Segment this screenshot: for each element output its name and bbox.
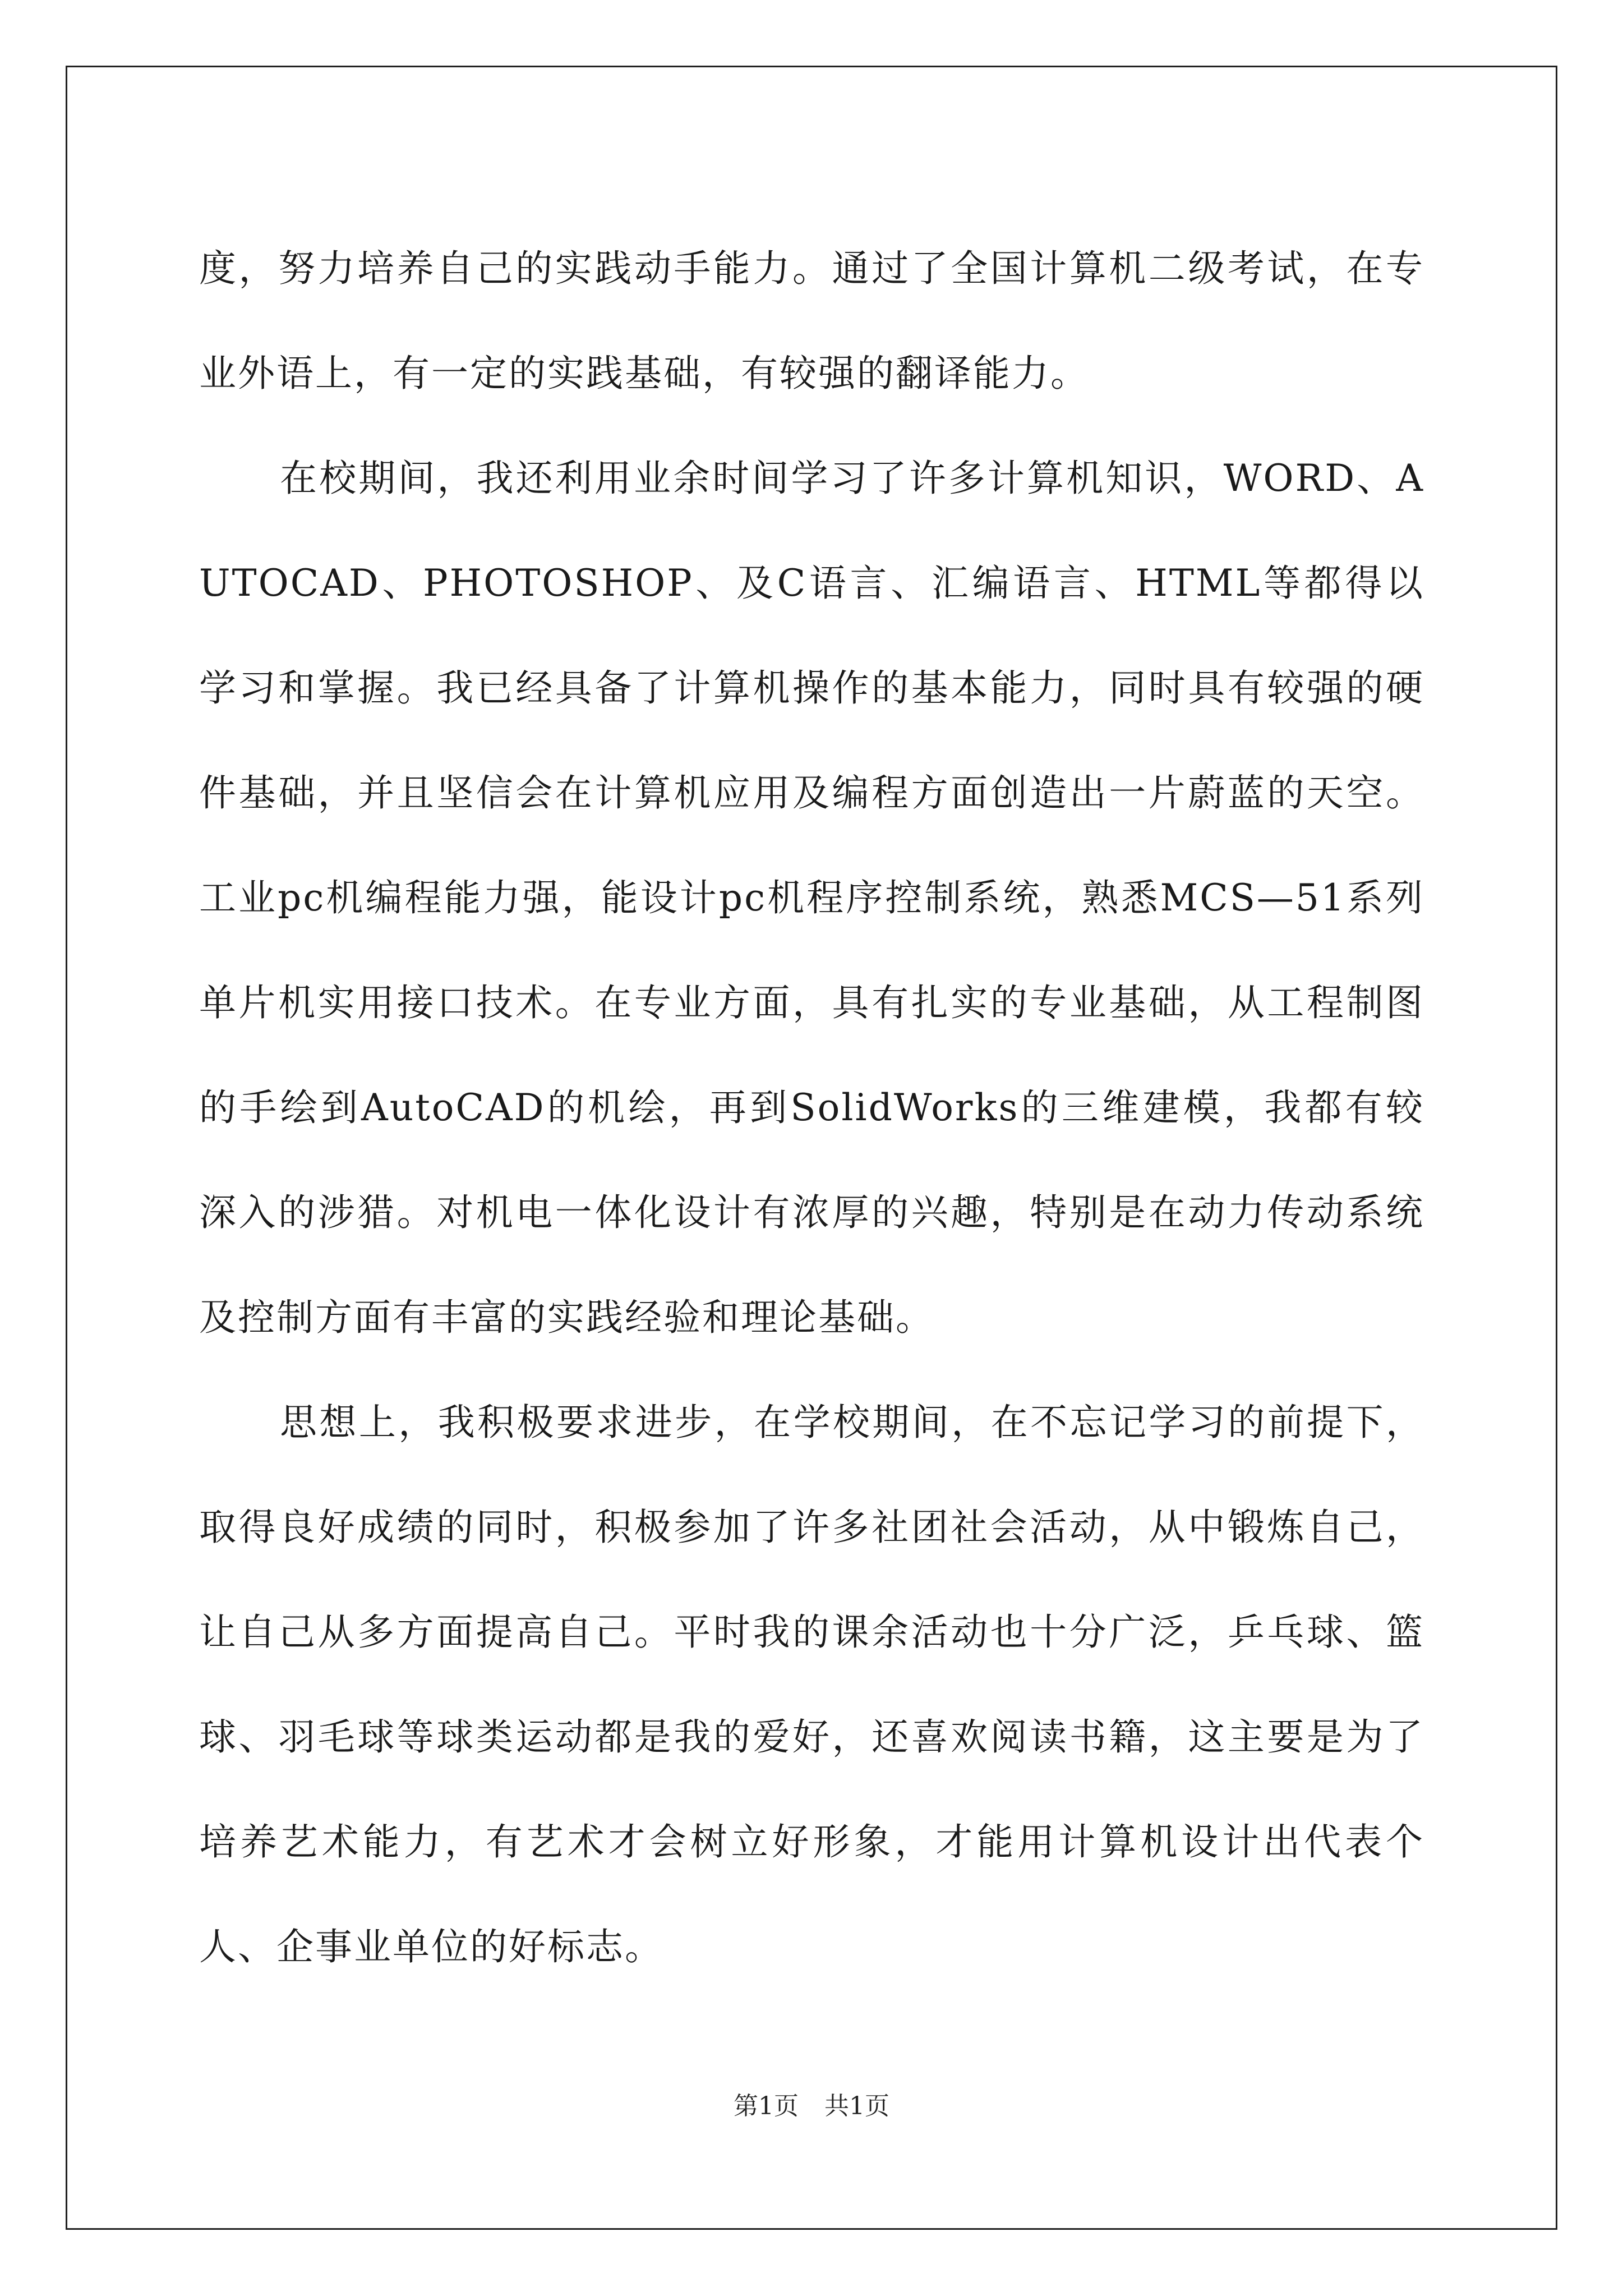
- document-body: [199, 216, 1424, 1999]
- page-number: 第1页: [734, 2092, 799, 2120]
- paragraph: 度，努力培养自己的实践动手能力。通过了全国计算机二级考试，在专业外语上，有一定的实践基础，有较强的翻译能力。: [199, 247, 1424, 395]
- page-footer: [0, 2090, 1623, 2123]
- paragraph: 思想上，我积极要求进步，在学校期间，在不忘记学习的前提下，取得良好成绩的同时，积极参加了许多社团社会活动，从中锻炼自己，让自己从多方面提高自己。平时我的课余活动也十分广泛，乒乓球、篮球、羽毛球等球类运动都是我的爱好，还喜欢阅读书籍，这主要是为了培养艺术能力，有艺术才会树立好形象，才能用计算机设计出代表个人、企事业单位的好标志。: [199, 1401, 1424, 1968]
- page-total: 共1页: [824, 2092, 889, 2120]
- paragraph: 在校期间，我还利用业余时间学习了许多计算机知识，WORD、AUTOCAD、PHOTOSHOP、及C语言、汇编语言、HTML等都得以学习和掌握。我已经具备了计算机操作的基本能力，同时具有较强的硬件基础，并且坚信会在计算机应用及编程方面创造出一片蔚蓝的天空。工业pc机编程能力强，能设计pc机程序控制系统，熟悉MCS—51系列单片机实用接口技术。在专业方面，具有扎实的专业基础，从工程制图的手绘到AutoCAD的机绘，再到SolidWorks的三维建模，我都有较深入的涉猎。对机电一体化设计有浓厚的兴趣，特别是在动力传动系统及控制方面有丰富的实践经验和理论基础。: [199, 457, 1424, 1339]
